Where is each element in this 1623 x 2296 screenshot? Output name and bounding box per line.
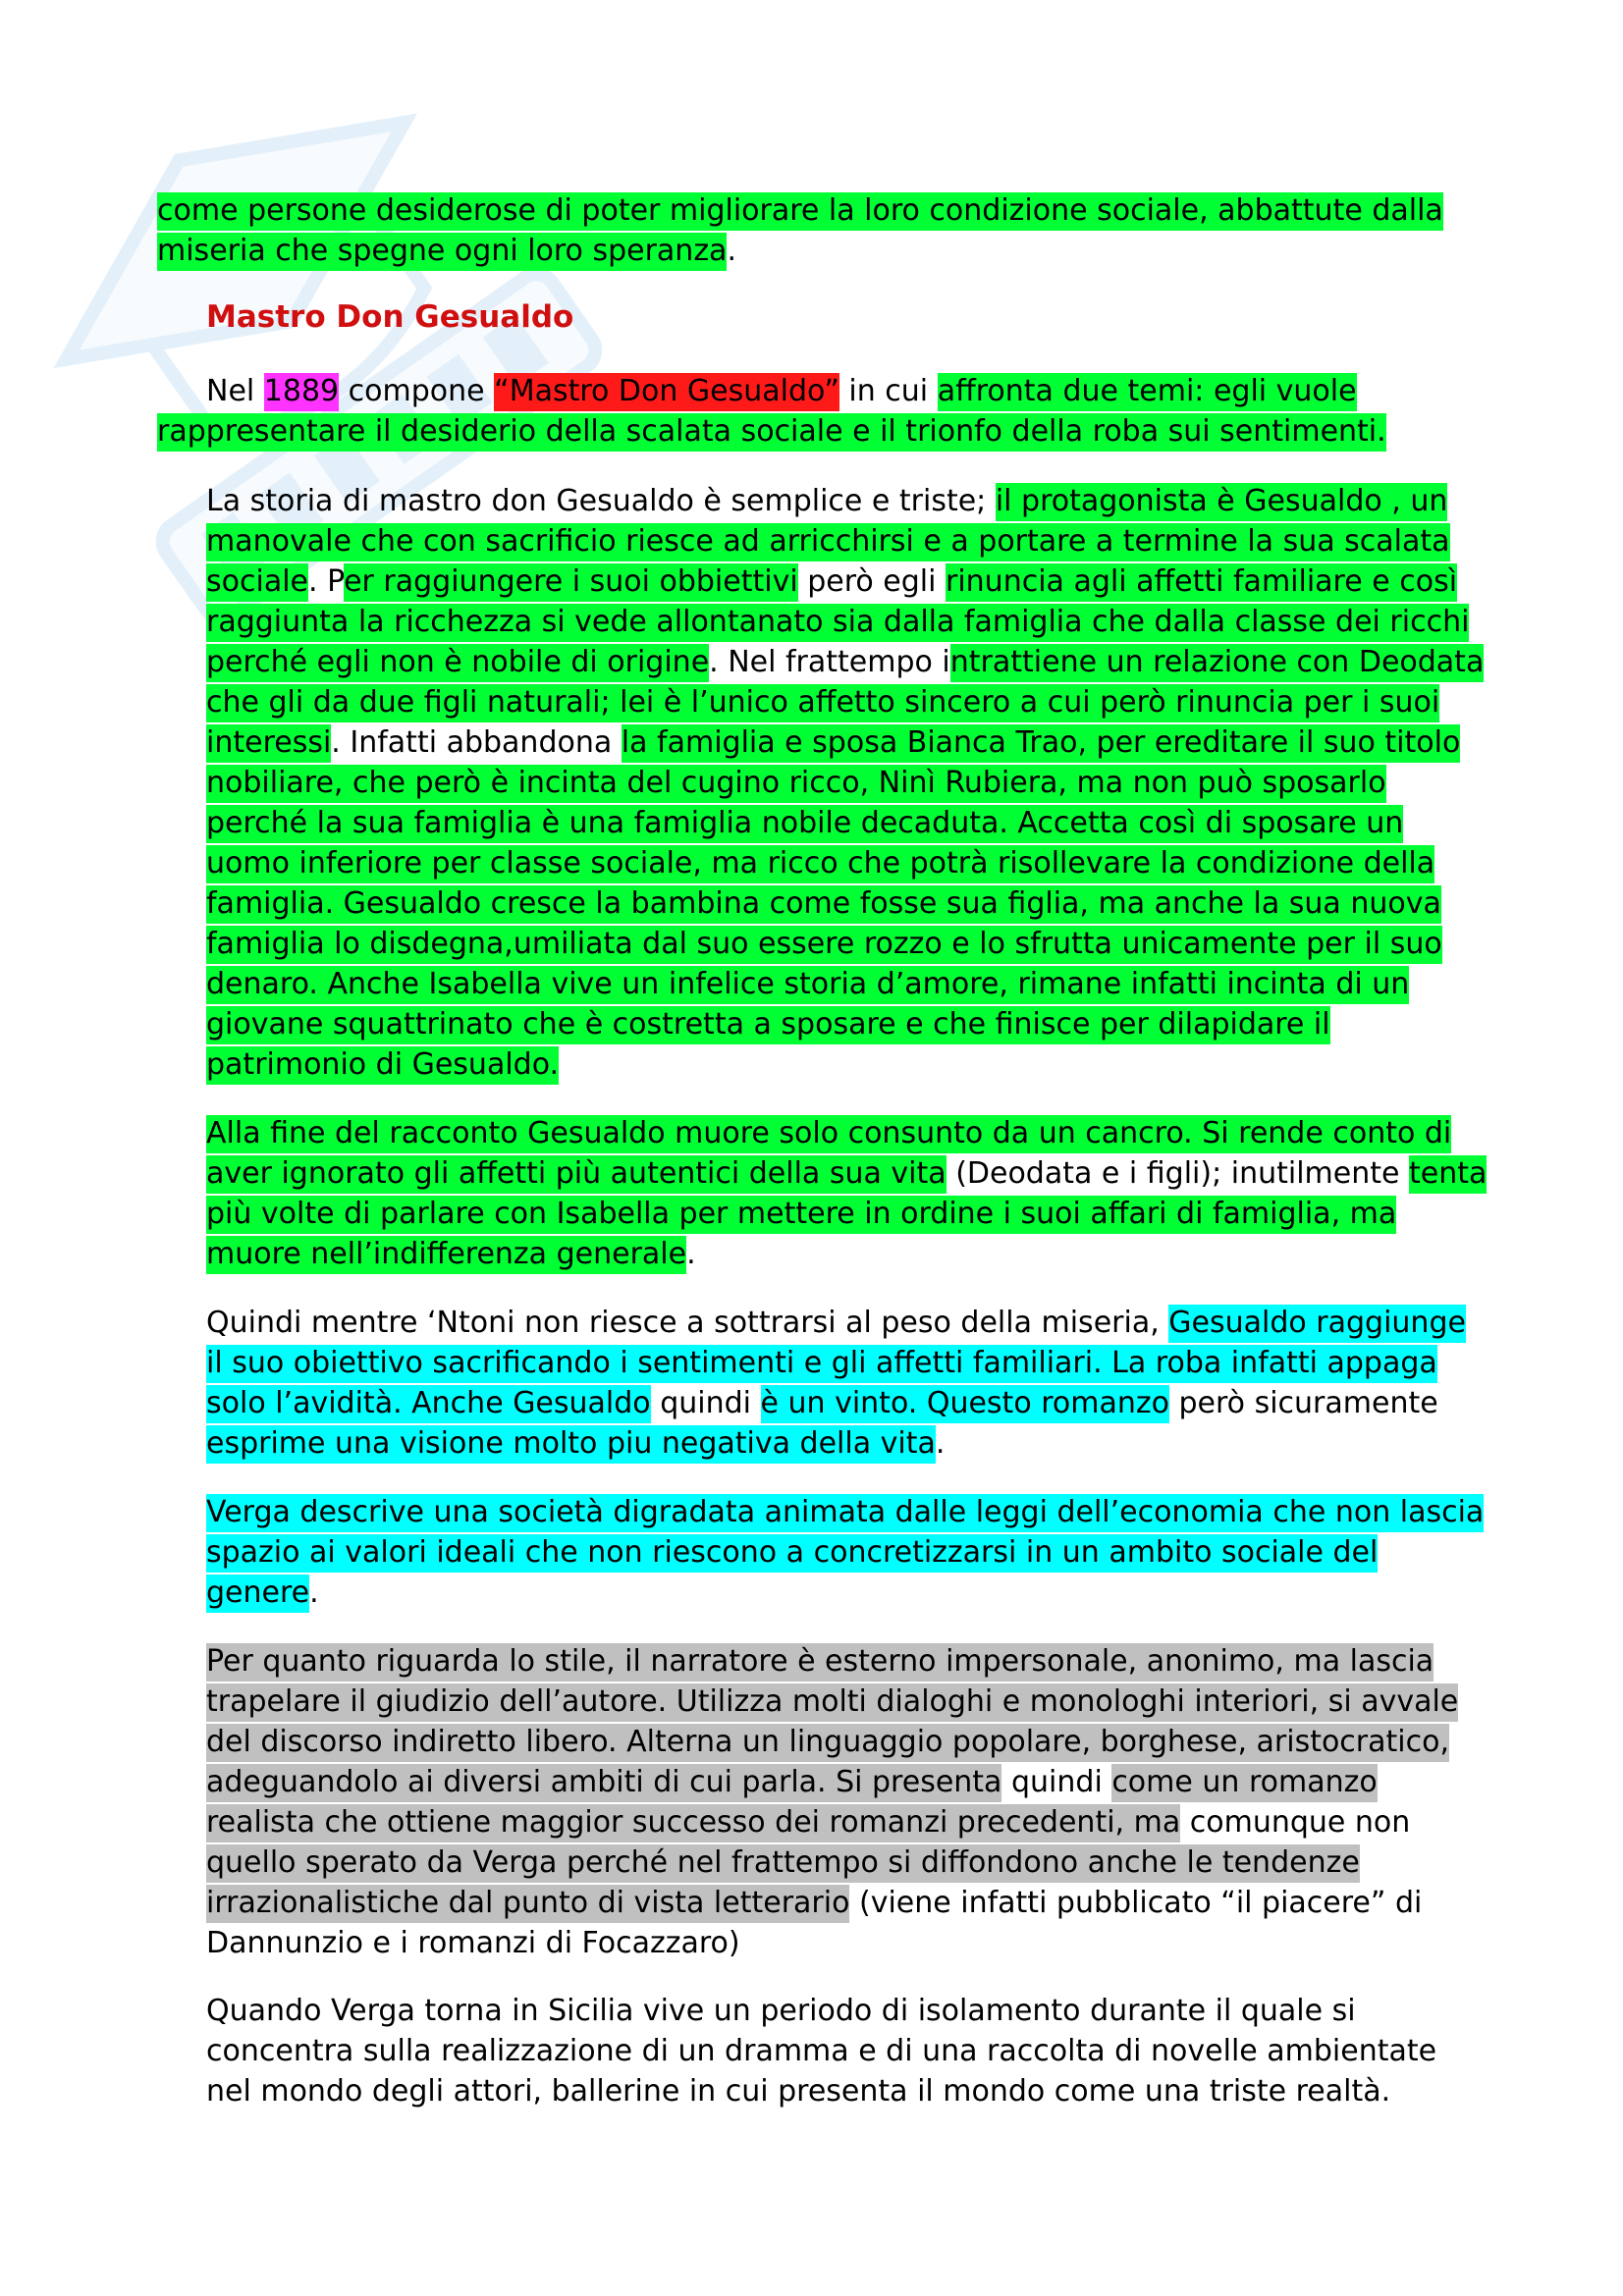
text-run: quindi (650, 1386, 761, 1420)
text-run: comunque non (1180, 1805, 1411, 1840)
highlighted-text: quello sperato da Verga perché nel frattempo si diffondono anche le tendenze irrazionalistiche dal punto di vista letterario (206, 1844, 1360, 1923)
text-run: Nel (206, 374, 264, 408)
highlighted-text: “Mastro Don Gesualdo” (494, 373, 839, 411)
highlighted-text: esprime una visione molto piu negativa della vita (206, 1425, 936, 1464)
text-run: . P (308, 564, 345, 599)
highlighted-text: er raggiungere i suoi obbiettivi (344, 563, 798, 602)
paragraph-composition (157, 371, 1483, 452)
highlighted-text: è un vinto. Questo romanzo (761, 1385, 1169, 1423)
highlighted-text: come persone desiderose di poter migliorare la loro condizione sociale, abbattute dalla miseria che spegne ogni loro speranza (157, 192, 1443, 271)
highlighted-text: il protagonista è Gesualdo , un manovale che con sacrificio riesce ad arricchirsi e a portare a termine la sua scalata sociale (206, 483, 1450, 602)
paragraph-comparison (206, 1303, 1488, 1464)
text-run: quindi (1001, 1765, 1112, 1799)
highlighted-text: Verga descrive una società digradata animata dalle leggi dell’economia che non lascia spazio ai valori ideali che non riescono a concretizzarsi in un ambito sociale del genere (206, 1494, 1484, 1613)
highlighted-text: ntrattiene un relazione con Deodata che gli da due figli naturali; lei è l’unico affetto sincero a cui però rinuncia per i suoi interessi (206, 644, 1484, 763)
highlighted-text: rinuncia agli affetti familiare e così raggiunta la ricchezza si vede allontanato sia dalla famiglia che dalla classe dei ricchi perché egli non è nobile di origine (206, 563, 1469, 682)
paragraph-sicily (206, 1991, 1488, 2111)
text-run: però sicuramente (1168, 1386, 1438, 1420)
paragraph-intro (157, 190, 1483, 271)
text-run: . (935, 1426, 946, 1461)
text-run: compone (339, 374, 495, 408)
highlighted-text: la famiglia e sposa Bianca Trao, per ereditare il suo titolo nobiliare, che però è incinta del cugino ricco, Ninì Rubiera, ma non può sposarlo perché la sua famiglia è una famiglia nobile decaduta. Accetta così di sposare un uomo inferiore per classe sociale, ma ricco che potrà risollevare la condizione della famiglia. Gesualdo cresce la bambina come fosse sua figlia, ma anche la sua nuova famiglia lo disdegna,umiliata dal suo essere rozzo e lo sfrutta unicamente per il suo denaro. Anche Isabella vive un infelice storia d’amore, rimane infatti incinta di un giovane squattrinato che è costretta a sposare e che finisce per dilapidare il patrimonio di Gesualdo. (206, 724, 1460, 1085)
text-run: Quando Verga torna in Sicilia vive un periodo di isolamento durante il quale si concentra sulla realizzazione di un dramma e di una raccolta di novelle ambientate nel mondo degli attori, ballerine in cui presenta il mondo come una triste realtà. (206, 1994, 1437, 2109)
paragraph-ending (206, 1113, 1488, 1274)
paragraph-society (206, 1492, 1488, 1613)
highlighted-text: Per quanto riguarda lo stile, il narratore è esterno impersonale, anonimo, ma lascia trapelare il giudizio dell’autore. Utilizza molti dialoghi e monologhi interiori, si avvale del discorso indiretto libero. Alterna un linguaggio popolare, borghese, aristocratico, adeguandolo ai diversi ambiti di cui parla. Si presenta (206, 1643, 1458, 1802)
text-run: . Nel frattempo i (709, 645, 950, 679)
highlighted-text: Alla fine del racconto Gesualdo muore solo consunto da un cancro. Si rende conto di aver ignorato gli affetti più autentici della sua vita (206, 1115, 1451, 1194)
highlighted-text: affronta due temi: egli vuole rappresentare il desiderio della scalata sociale e il trionfo della roba sui sentimenti. (157, 373, 1386, 452)
text-run: . (309, 1575, 319, 1610)
text-run: . (727, 234, 736, 268)
highlighted-text: come un romanzo realista che ottiene maggior successo dei romanzi precedenti, ma (206, 1764, 1378, 1842)
paragraph-style (206, 1641, 1488, 1963)
text-run: La storia di mastro don Gesualdo è semplice e triste; (206, 484, 996, 518)
section-heading: Mastro Don Gesualdo (206, 299, 574, 335)
highlighted-text: Gesualdo raggiunge il suo obiettivo sacrificando i sentimenti e gli affetti familiari. La roba infatti appaga solo l’avidità. Anche Gesualdo (206, 1305, 1466, 1423)
text-run: (viene infatti pubblicato “il piacere” di Dannunzio e i romanzi di Focazzaro) (206, 1886, 1423, 1960)
text-run: (Deodata e i figli); inutilmente (946, 1156, 1409, 1191)
paragraph-story (206, 481, 1488, 1085)
text-run: in cui (839, 374, 938, 408)
highlighted-text: tenta più volte di parlare con Isabella per mettere in ordine i suoi affari di famiglia, ma muore nell’indifferenza generale (206, 1155, 1487, 1274)
text-run: . Infatti abbandona (331, 725, 622, 760)
text-run: Quindi mentre ‘Ntoni non riesce a sottrarsi al peso della miseria, (206, 1306, 1169, 1340)
highlighted-text: 1889 (264, 373, 339, 411)
text-run: . (686, 1237, 696, 1271)
text-run: però egli (797, 564, 946, 599)
